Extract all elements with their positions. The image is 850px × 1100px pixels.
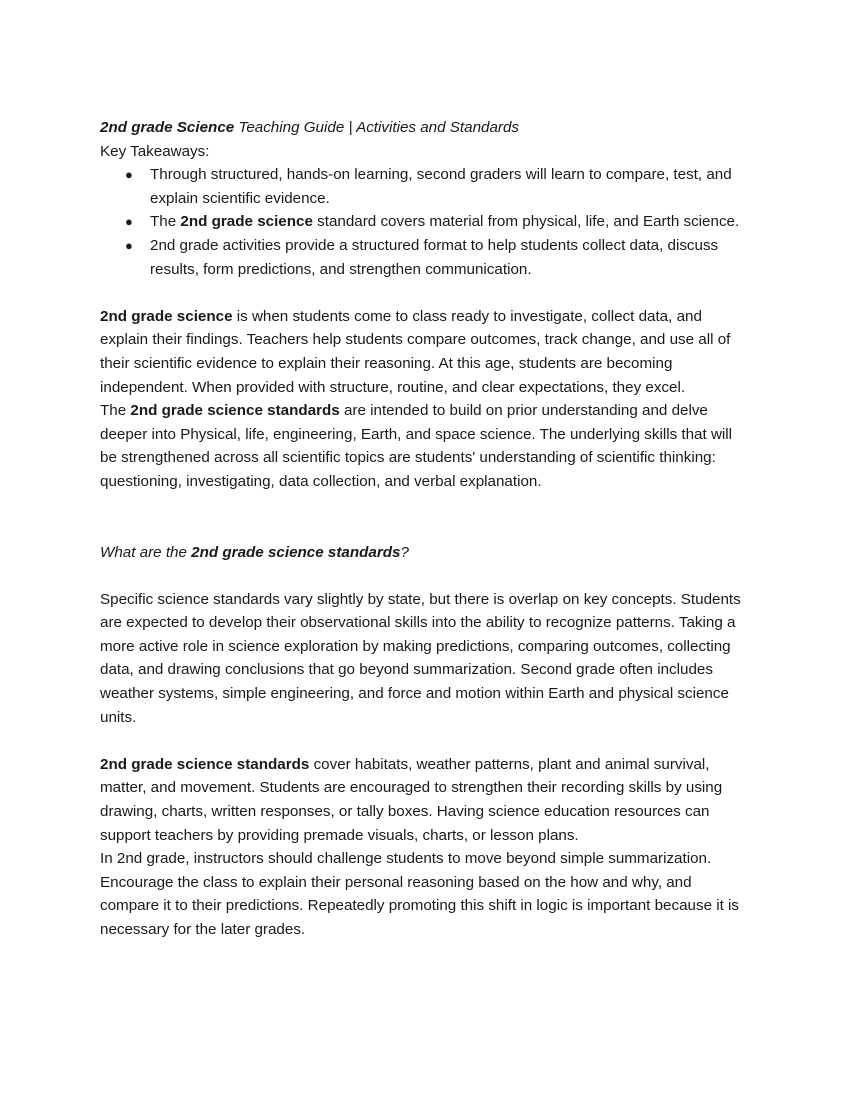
section-bold: 2nd grade science standards [100,755,310,773]
document-page [100,116,750,942]
list-item [100,210,750,234]
takeaway-text: Through structured, hands-on learning, second graders will learn to compare, test, and explain scientific evidence. [150,166,732,207]
title-bold: 2nd grade Science [100,119,235,136]
bullet-icon: ● [125,237,133,253]
heading-text: What are the [100,543,192,561]
section-text: cover habitats, weather patterns, plant and animal survival, matter, and movement. Students are encouraged to strengthen their recording skills by using drawing, charts, written responses, or tally boxes. Having science education resources can support teachers by providing premade visuals, charts, or lesson plans. [100,755,723,844]
takeaway-bold: 2nd grade science [180,213,313,231]
takeaways-list [100,163,750,281]
takeaway-text: standard covers material from physical, life, and Earth science. [312,213,740,231]
intro-bold: 2nd grade science [100,307,233,325]
document-title [100,116,750,140]
intro-bold: 2nd grade science standards [130,402,340,420]
intro-text: are intended to build on prior understanding and delve deeper into Physical, life, engineering, Earth, and space science. The underlying skills that will be strengthened across all scientific topics are students' understanding of scientific thinking: questioning, investigating, data collection, and verbal explanation. [100,402,733,490]
intro-paragraph [100,305,750,399]
section-paragraph-2 [100,753,750,847]
section-paragraph-1: Specific science standards vary slightly by state, but there is overlap on key concepts. Students are expected to develop their observational skills into the ability to recognize patterns. Taking a more active role in science exploration by making predictions, comparing outcomes, collecting data, and drawing conclusions that go beyond summarization. Second grade often includes weather systems, simple engineering, and force and motion within Earth and physical science units. [100,590,741,726]
intro-text: is when students come to class ready to investigate, collect data, and explain their findings. Teachers help students compare outcomes, track change, and use all of their scientific evidence to explain their reasoning. At this age, students are becoming independent. When provided with structure, routine, and clear expectations, they excel. [100,307,731,396]
takeaways-heading: Key Takeaways: [100,142,210,160]
heading-text: ? [400,543,409,561]
bullet-icon: ● [125,214,133,230]
list-item [100,163,750,210]
intro-paragraph-2 [100,399,750,493]
section-paragraph-3: In 2nd grade, instructors should challenge students to move beyond simple summarization. Encourage the class to explain their personal reasoning based on the how and why, and compare it to their predictions. Repeatedly promoting this shift in logic is important because it is necessary for the later grades. [100,850,740,938]
title-rest: Teaching Guide | Activities and Standards [234,119,520,136]
takeaway-text: The [150,213,181,231]
bullet-icon: ● [125,167,133,183]
takeaway-text: 2nd grade activities provide a structured format to help students collect data, discuss results, form predictions, and strengthen communication. [150,236,719,278]
intro-text: The [100,402,131,420]
heading-bold: 2nd grade science standards [191,543,401,561]
list-item [100,234,750,281]
section-heading [100,541,750,565]
